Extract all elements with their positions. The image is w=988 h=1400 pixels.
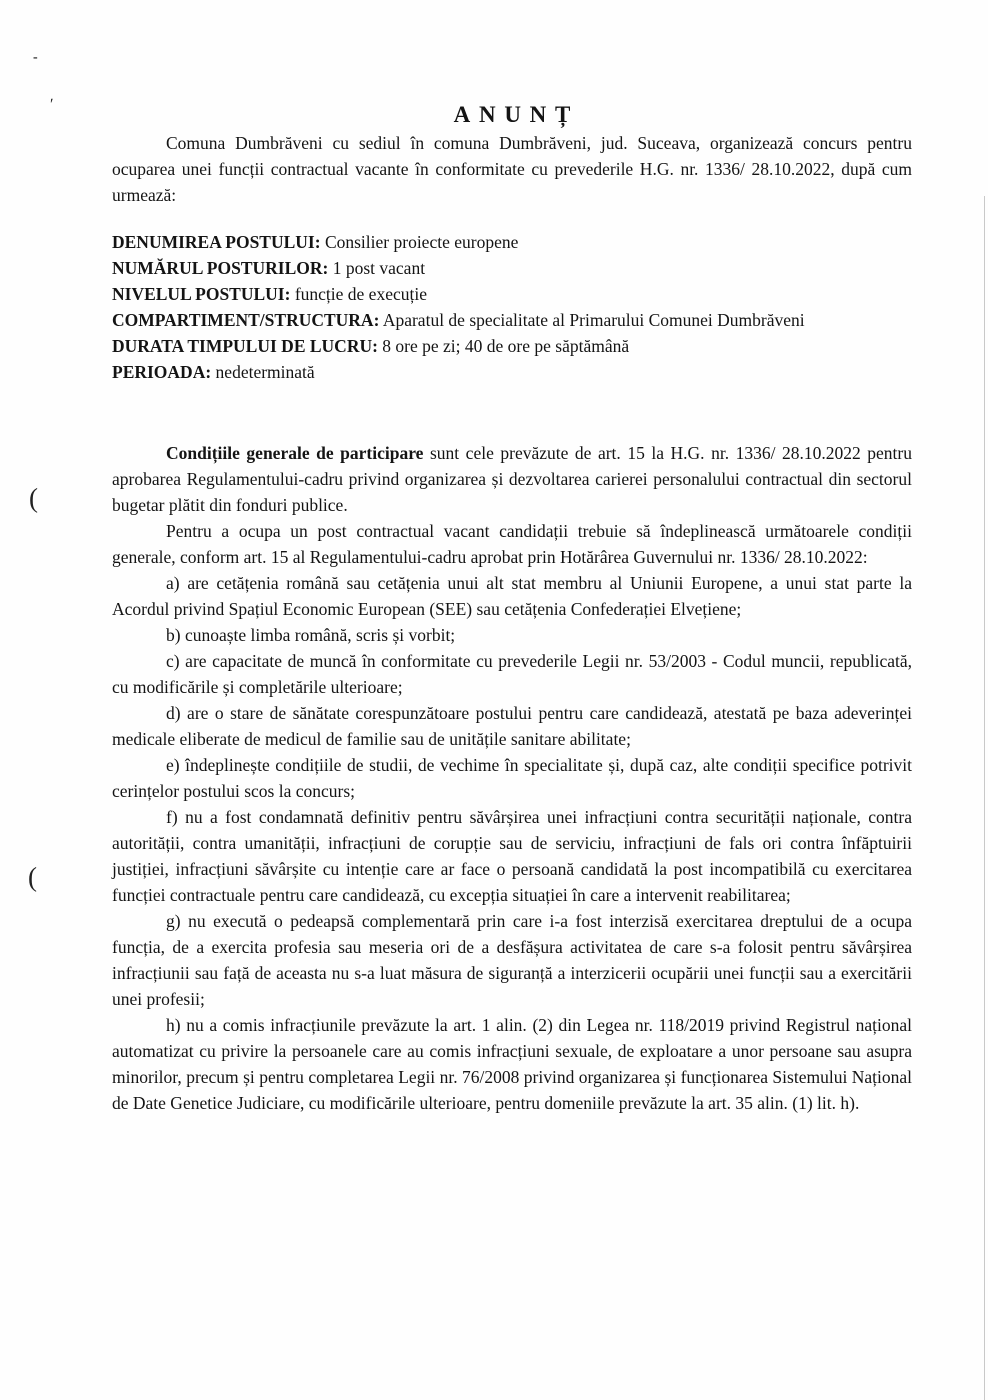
- job-detail-label: PERIOADA:: [112, 362, 212, 382]
- scan-edge-line: [984, 196, 985, 1400]
- condition-item-e: e) îndeplinește condițiile de studii, de vechime în specialitate și, după caz, alte condiții specifice potrivit cerințelor postului scos la concurs;: [112, 755, 912, 801]
- conditions-lead-rest: sunt cele prevăzute de art. 15 la H.G. nr. 1336/ 28.10.2022 pentru aprobarea Regulamentului-cadru privind organizarea și dezvoltarea carierei personalului contractual din sectorul bugetar plătit din fonduri publice.: [112, 443, 912, 515]
- job-detail-numarul: [112, 255, 912, 281]
- condition-item-g: g) nu execută o pedeapsă complementară prin care i-a fost interzisă exercitarea dreptului de a ocupa funcția, de a exercita profesia sau meseria ori de a desfășura activitatea de care s-a folosit pentru săvârșirea infracțiunii sau față de aceasta nu s-a luat măsura de siguranță a interzicerii ocupării unei funcții sau a exercitării unei profesii;: [112, 911, 912, 1009]
- condition-item-h: h) nu a comis infracțiunile prevăzute la art. 1 alin. (2) din Legea nr. 118/2019 privind Registrul național automatizat cu privire la persoanele care au comis infracțiuni sexuale, de exploatare a unor persoane sau asupra minorilor, precum și pentru completarea Legii nr. 76/2008 privind organizarea și funcționarea Sistemului Național de Date Genetice Judiciare, cu modificările ulterioare, pentru domeniile prevăzute la art. 35 alin. (1) lit. h).: [112, 1015, 912, 1113]
- job-detail-label: NIVELUL POSTULUI:: [112, 284, 291, 304]
- condition-item-c: c) are capacitate de muncă în conformitate cu prevederile Legii nr. 53/2003 - Codul muncii, republicată, cu modificările și completările ulterioare;: [112, 651, 912, 697]
- condition-item-d: d) are o stare de sănătate corespunzătoare postului pentru care candidează, atestată pe baza adeverinței medicale eliberate de medicul de familie sau de unitățile sanitare abilitate;: [112, 703, 912, 749]
- job-detail-value: nedeterminată: [215, 362, 315, 382]
- document-title: ANUNȚ: [453, 102, 580, 127]
- conditions-intro-paragraph: [112, 440, 912, 518]
- job-detail-value: 8 ore pe zi; 40 de ore pe săptămână: [382, 336, 630, 356]
- job-detail-durata: [112, 333, 912, 359]
- job-detail-label: NUMĂRUL POSTURILOR:: [112, 258, 329, 278]
- scan-artifact-parenthesis-2: (: [28, 862, 37, 892]
- job-detail-value: 1 post vacant: [332, 258, 426, 278]
- condition-item-b: b) cunoaște limba română, scris și vorbit;: [166, 625, 456, 645]
- condition-item-f: f) nu a fost condamnată definitiv pentru săvârșirea unei infracțiuni contra securității naționale, contra autorității, contra umanității, infracțiuni de corupție sau de serviciu, infracțiuni de fals ori contra înfăptuirii justiției, infracțiuni săvârșite cu intenție care ar face o persoană candidată la post incompatibilă cu exercitarea funcției contractuale pentru care candidează, cu excepția situației în care a intervenit reabilitarea;: [112, 807, 912, 905]
- job-detail-perioada: [112, 359, 912, 385]
- job-detail-value: funcție de execuție: [294, 284, 427, 304]
- job-detail-value: Aparatul de specialitate al Primarului Comunei Dumbrăveni: [382, 310, 805, 330]
- job-details-list: [112, 229, 912, 385]
- job-detail-label: DENUMIREA POSTULUI:: [112, 232, 321, 252]
- job-detail-value: Consilier proiecte europene: [324, 232, 519, 252]
- scan-artifact-parenthesis-1: (: [29, 483, 38, 513]
- intro-paragraph: Comuna Dumbrăveni cu sediul în comuna Dumbrăveni, jud. Suceava, organizează concurs pentru ocuparea unei funcții contractual vacante în conformitate cu prevederile H.G. nr. 1336/ 28.10.2022, după cum urmează:: [112, 133, 912, 205]
- job-detail-nivelul: [112, 281, 912, 307]
- job-detail-denumirea: [112, 229, 912, 255]
- document-content: [112, 0, 912, 1116]
- conditions-second-paragraph: Pentru a ocupa un post contractual vacant candidații trebuie să îndeplinească următoarele condiții generale, conform art. 15 al Regulamentului-cadru aprobat prin Hotărârea Guvernului nr. 1336/ 28.10.2022:: [112, 521, 912, 567]
- job-detail-label: DURATA TIMPULUI DE LUCRU:: [112, 336, 378, 356]
- scan-artifact-dash: -: [33, 50, 36, 65]
- job-detail-compartiment: [112, 307, 912, 333]
- job-detail-label: COMPARTIMENT/STRUCTURA:: [112, 310, 380, 330]
- general-conditions-section: [112, 440, 912, 1116]
- conditions-lead-phrase: Condițiile generale de participare: [166, 443, 424, 463]
- scan-artifact-tick: ʹ: [50, 96, 54, 113]
- condition-item-a: a) are cetățenia română sau cetățenia unui alt stat membru al Uniunii Europene, a unui stat parte la Acordul privind Spațiul Economic European (SEE) sau cetățenia Confederației Elvețiene;: [112, 573, 912, 619]
